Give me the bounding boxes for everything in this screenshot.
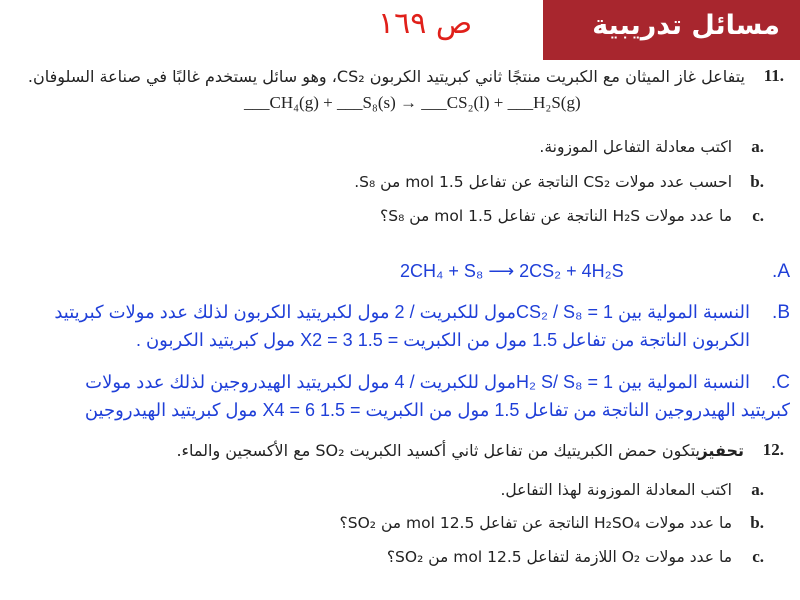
answer-b-label: .B — [772, 302, 790, 323]
q11-part-c-letter: c. — [752, 206, 764, 225]
answer-c-line2: كبريتيد الهيدروجين الناتجة من تفاعل 1.5 مول من الكبريت = 1.5 X4 = 6 مول كبريتيد الهيدروجين — [84, 400, 790, 420]
q11-part-a-text: اكتب معادلة التفاعل الموزونة. — [539, 138, 732, 156]
q12-part-b-letter: b. — [750, 513, 764, 532]
question-11-number: 11. — [763, 66, 784, 85]
page-reference: ص ١٦٩ — [378, 6, 473, 41]
answer-b-line2: الكربون الناتجة من تفاعل 1.5 مول من الكبريت = 1.5 X2 = 3 مول كبريتيد الكربون . — [135, 330, 750, 350]
q12-part-a-letter: a. — [751, 480, 764, 499]
q12-part-b-text: ما عدد مولات H₂SO₄ الناتجة عن تفاعل 12.5 mol من SO₂؟ — [339, 514, 732, 532]
section-banner — [543, 0, 800, 60]
q11-part-b-letter: b. — [750, 172, 764, 191]
q12-part-a-text: اكتب المعادلة الموزونة لهذا التفاعل. — [500, 481, 732, 499]
question-11-equation: ___CH₄(g) + ___S₈(s) → ___CS₂(l) + ___H₂S(g) — [244, 93, 581, 112]
q12-part-c-letter: c. — [752, 547, 764, 566]
question-12-keyword: تحفيز — [698, 441, 744, 460]
question-12-text: يتكون حمض الكبريتيك من تفاعل ثاني أكسيد الكبريت SO₂ مع الأكسجين والماء. — [176, 441, 700, 460]
banner-title: مسائل تدريبية — [592, 10, 780, 41]
answer-c-line1: النسبة المولية بين H₂ S/ S₈ = 1مول للكبريت / 4 مول لكبريتيد الهيدروجين لذلك عدد مولات — [85, 372, 750, 392]
question-12-number: 12. — [762, 440, 784, 459]
answer-a-equation: 2CH₄ + S₈ ⟶ 2CS₂ + 4H₂S — [400, 261, 624, 281]
q11-part-c-text: ما عدد مولات H₂S الناتجة عن تفاعل 1.5 mol من S₈؟ — [380, 207, 732, 225]
answer-c-label: .C — [771, 372, 790, 393]
answer-b-line1: النسبة المولية بين CS₂ / S₈ = 1مول للكبريت / 2 مول لكبريتيد الكربون لذلك عدد مولات كبريتيد — [54, 302, 750, 322]
answer-a-label: .A — [772, 261, 790, 282]
q12-part-c-text: ما عدد مولات O₂ اللازمة لتفاعل 12.5 mol من SO₂؟ — [386, 548, 732, 566]
question-11-text: يتفاعل غاز الميثان مع الكبريت منتجًا ثاني كبريتيد الكربون CS₂، وهو سائل يستخدم غالبًا في صناعة السلوفان. — [27, 67, 745, 86]
q11-part-a-letter: a. — [751, 137, 764, 156]
q11-part-b-text: احسب عدد مولات CS₂ الناتجة عن تفاعل 1.5 mol من S₈. — [354, 173, 732, 191]
